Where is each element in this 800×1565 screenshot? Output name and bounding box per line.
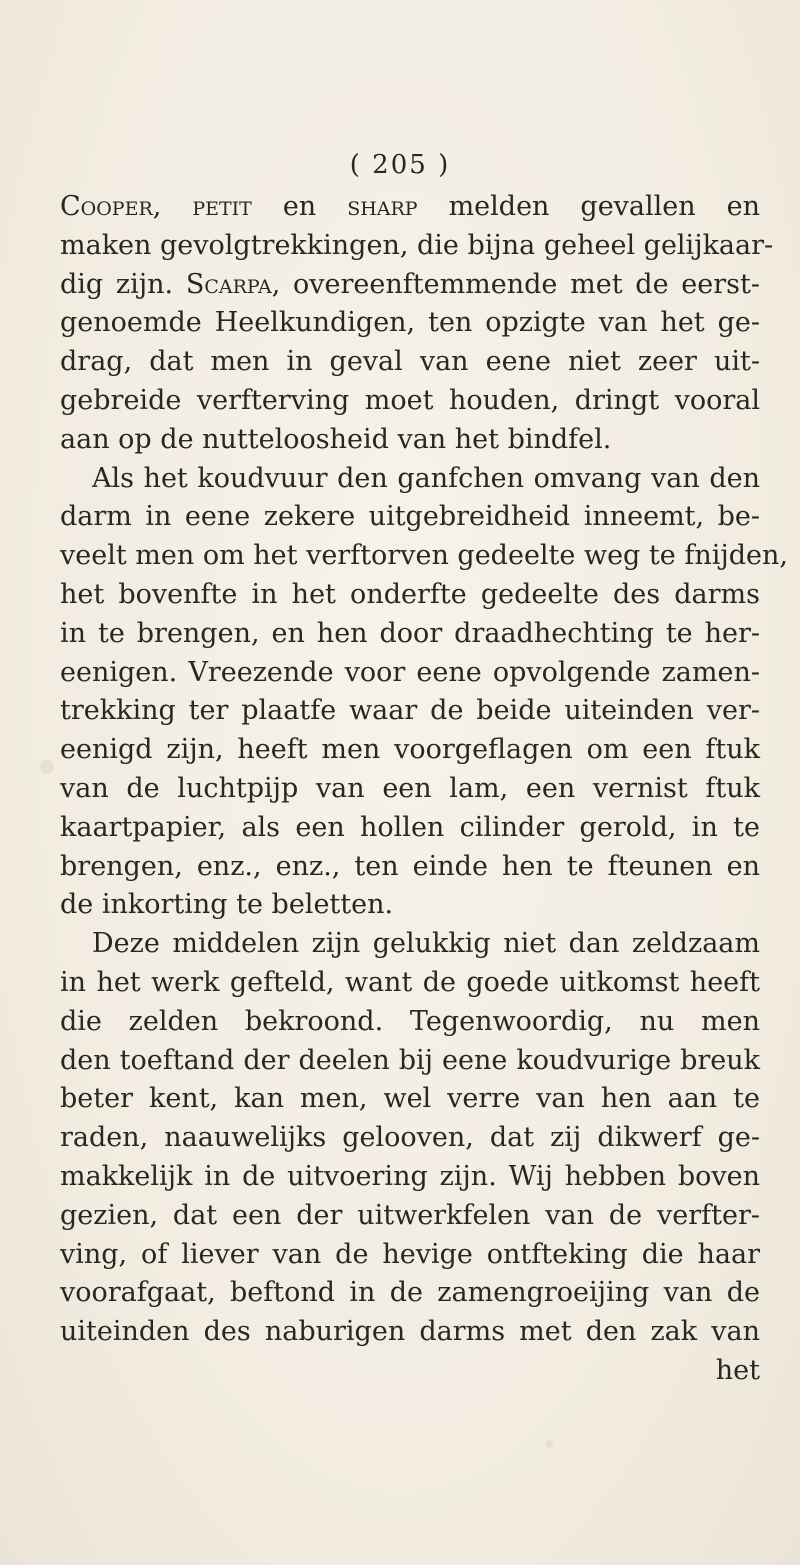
text-line: [60, 188, 760, 227]
text-line: [60, 848, 760, 887]
author-name: sharp: [347, 191, 418, 222]
text-span: en: [251, 191, 348, 222]
text-line: [60, 343, 760, 382]
text-span: in te brengen, en hen door draadhechting te her-: [60, 617, 760, 649]
text-line: [60, 304, 760, 343]
text-span: eenigen. Vreezende voor eene opvolgende zamen-: [60, 656, 760, 688]
text-span: den toeftand der deelen bij eene koudvurige breuk: [60, 1044, 760, 1076]
text-line: [60, 537, 788, 576]
text-line: [60, 770, 760, 809]
text-span: maken gevolgtrekkingen, die bijna geheel gelijkaar-: [60, 229, 774, 261]
text-line: [60, 731, 760, 770]
text-line: [60, 1080, 760, 1119]
text-span: genoemde Heelkundigen, ten opzigte van het ge-: [60, 307, 760, 339]
text-line: [60, 1158, 760, 1197]
body-text: [60, 188, 788, 1391]
text-span: veelt men om het verftorven gedeelte weg te fnijden,: [60, 540, 788, 572]
text-line: [60, 1042, 760, 1081]
text-line: [60, 1274, 760, 1313]
text-span: ,: [152, 191, 193, 222]
text-line: [60, 576, 760, 615]
text-span: eenigd zijn, heeft men voorgeflagen om een ftuk: [60, 734, 760, 766]
text-line: [60, 964, 760, 1003]
paper-stain: [545, 1440, 553, 1448]
text-line: [60, 460, 760, 499]
text-line: [60, 1236, 760, 1275]
text-span: makkelijk in de uitvoering zijn. Wij hebben boven: [60, 1160, 760, 1192]
text-span: trekking ter plaatfe waar de beide uiteinden ver-: [60, 695, 760, 727]
text-span: van de luchtpijp van een lam, een vernist ftuk: [60, 772, 760, 804]
text-span: Als het koudvuur den ganfchen omvang van den: [92, 462, 760, 494]
text-span: voorafgaat, beftond in de zamengroeijing van de: [60, 1277, 760, 1309]
text-line: [60, 266, 760, 305]
text-line: [60, 1197, 760, 1236]
page-number: ( 205 ): [349, 150, 451, 180]
text-line: [60, 421, 760, 460]
text-line: [60, 615, 760, 654]
text-line: [60, 654, 760, 693]
text-span: drag, dat men in geval van eene niet zeer uit-: [60, 346, 760, 378]
text-line: [60, 1352, 760, 1391]
text-span: gezien, dat een der uitwerkfelen van de verfter-: [60, 1199, 760, 1231]
paper-stain: [40, 760, 54, 774]
author-name: petit: [192, 191, 252, 222]
text-span: die zelden bekroond. Tegenwoordig, nu men: [60, 1005, 760, 1037]
text-line: [60, 382, 760, 421]
text-line: [60, 1119, 760, 1158]
text-line: [60, 809, 760, 848]
text-line: [60, 1003, 760, 1042]
text-line: [60, 498, 760, 537]
text-span: beter kent, kan men, wel verre van hen aan te: [60, 1083, 760, 1115]
text-span: melden gevallen en: [417, 191, 760, 222]
text-line: [60, 886, 760, 925]
author-name: Scarpa: [185, 268, 272, 300]
text-span: kaartpapier, als een hollen cilinder gerold, in te: [60, 811, 760, 843]
text-span: Deze middelen zijn gelukkig niet dan zeldzaam: [92, 928, 760, 960]
text-span: darm in eene zekere uitgebreidheid inneemt, be-: [60, 501, 760, 533]
text-span: het bovenfte in het onderfte gedeelte des darms: [60, 578, 760, 610]
text-span: uiteinden des naburigen darms met den zak van: [60, 1316, 760, 1348]
text-span: ving, of liever van de hevige ontfteking die haar: [60, 1238, 760, 1270]
text-span: raden, naauwelijks gelooven, dat zij dikwerf ge-: [60, 1122, 760, 1154]
text-line: [60, 925, 760, 964]
text-span: aan op de nutteloosheid van het bindfel.: [60, 423, 612, 455]
text-span: dig zijn.: [60, 268, 186, 300]
text-span: , overeenftemmende met de eerst-: [271, 268, 760, 300]
text-line: [60, 227, 774, 266]
text-span: brengen, enz., enz., ten einde hen te fteunen en: [60, 850, 760, 882]
text-span: in het werk gefteld, want de goede uitkomst heeft: [60, 966, 760, 998]
text-span: de inkorting te beletten.: [60, 889, 394, 921]
text-line: [60, 692, 760, 731]
author-name: Cooper: [60, 191, 153, 222]
text-span: gebreide verfterving moet houden, dringt vooral: [60, 384, 760, 416]
text-line: [60, 1313, 760, 1352]
text-span: het: [715, 1354, 760, 1386]
